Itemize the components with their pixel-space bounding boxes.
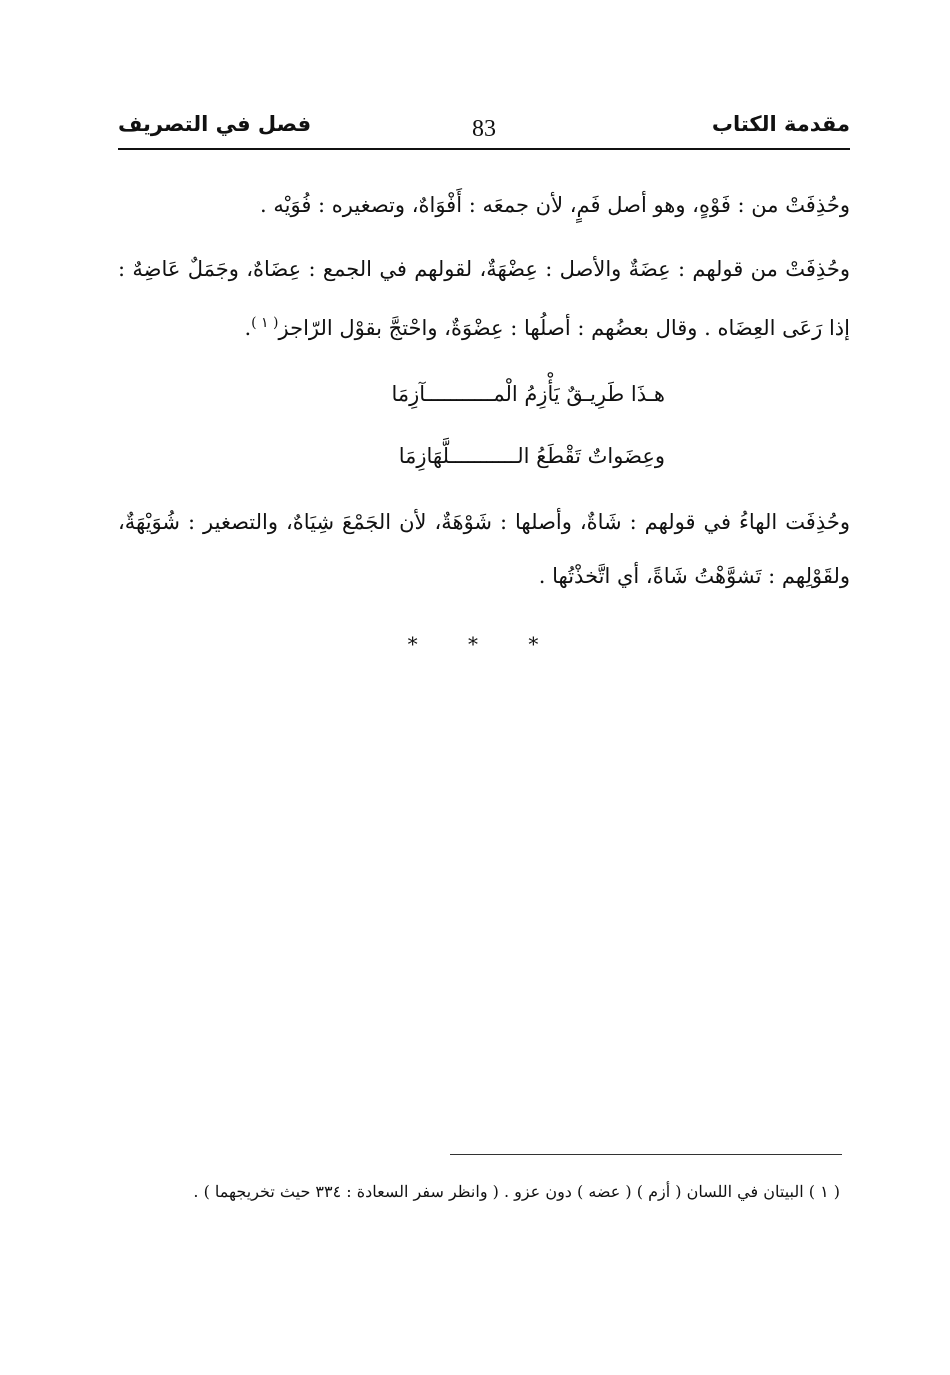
page-body [118,178,850,671]
page-header [118,108,850,150]
verse-line-1: هـذَا طَرِيـقٌ يَأْزِمُ الْمـــــــــــآزِمَا [391,382,665,406]
footnote-reference[interactable]: ( ١ ) [251,315,279,331]
verse-line-2: وعِضَواتٌ تَقْطَعُ الـــــــــــلَّهَازِمَا [398,444,665,468]
section-title: فصل في التصريف [118,112,312,136]
poetry-verses [118,363,850,487]
paragraph-1: وحُذِفَتْ من : فَوْهٍ، وهو أصل فَمٍ، لأن جمعَه : أَفْوَاهٌ، وتصغيره : فُوَيْه . [260,193,850,217]
section-separator: * * * [407,632,561,656]
footnote: ( ١ ) البيتان في اللسان ( أزم ) ( عضه ) دون عزو . ( وانظر سفر السعادة : ٣٣٤ حيث تخريجهما ) . [193,1182,840,1201]
paragraph-2-end: . [244,316,252,340]
footnote-divider [450,1154,842,1155]
paragraph-2-text: وحُذِفَتْ من قولهم : عِضَةٌ والأصل : عِضْهَةٌ، لقولهم في الجمع : عِضَاهٌ، وجَمَلٌ عَاضِهٌ : إذا رَعَى العِضَاه . وقال بعضُهم : أصلُها : عِضْوَةٌ، واحْتجَّ بقوْل الرّاجز [118,257,850,340]
page-number: 83 [472,116,496,142]
paragraph-3: وحُذِفَت الهاءُ في قولهم : شَاةٌ، وأصلها : شَوْهَةٌ، لأن الجَمْعَ شِيَاهٌ، والتصغير : شُوَيْهَةٌ، ولقَوْلِهم : تَشوَّهْتُ شَاةً، أي اتَّخذْتُها . [118,510,850,588]
paragraph-2 [118,242,850,355]
chapter-title: مقدمة الكتاب [711,112,850,136]
